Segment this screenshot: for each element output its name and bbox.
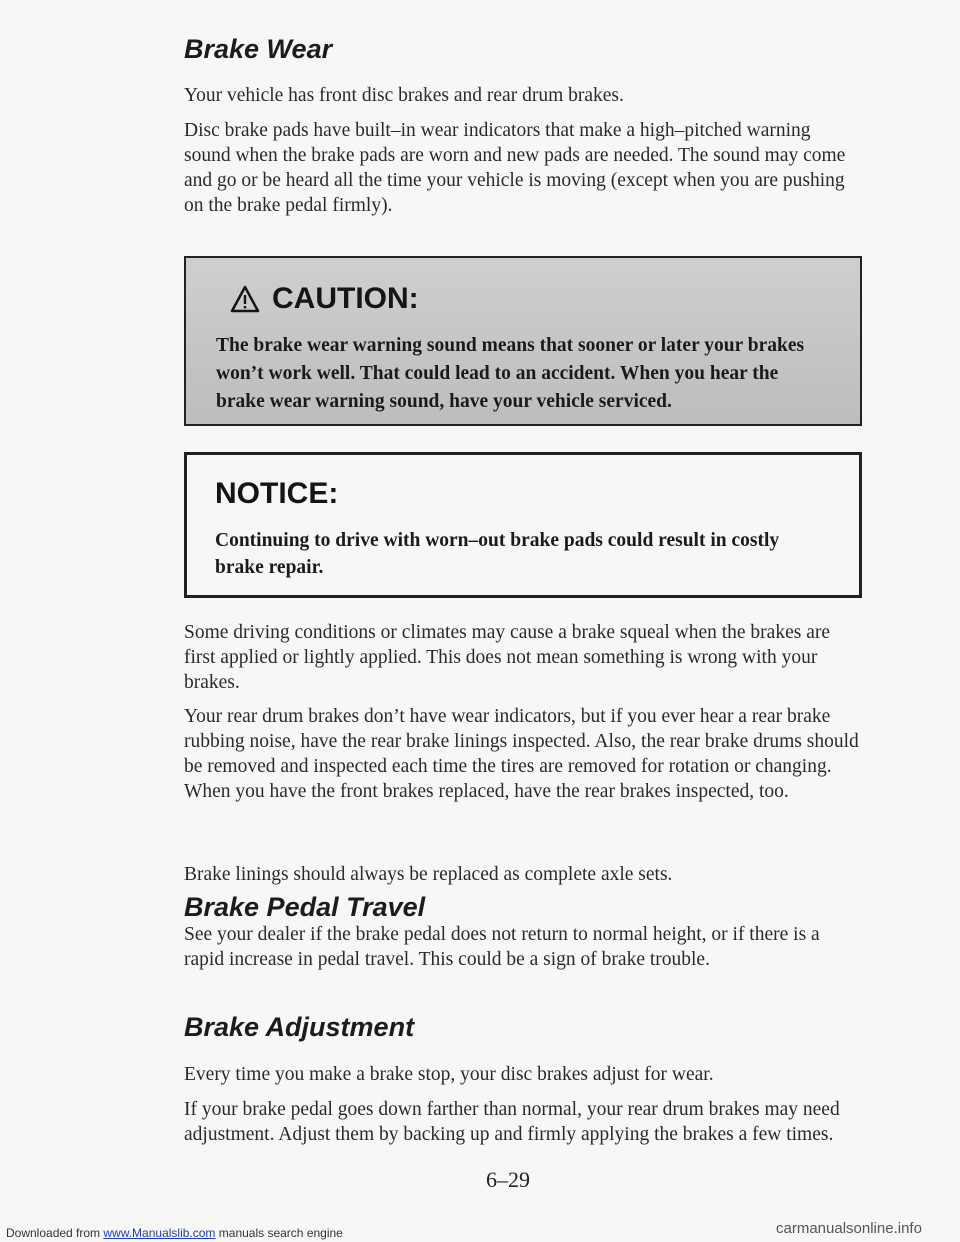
paragraph: If your brake pedal goes down farther than normal, your rear drum brakes may need adjustment. Adjust them by backing up and firmly applying the brakes a few times. bbox=[184, 1099, 840, 1145]
paragraph: Some driving conditions or climates may cause a brake squeal when the brakes are first applied or lightly applied. This does not mean something is wrong with your brakes. bbox=[184, 622, 830, 693]
caution-text: The brake wear warning sound means that sooner or later your brakes won’t work well. That could lead to an accident. When you hear the brake wear warning sound, have your vehicle serviced. bbox=[216, 335, 805, 412]
watermark: carmanualsonline.info bbox=[776, 1220, 922, 1237]
page-number: 6–29 bbox=[486, 1167, 530, 1192]
paragraph: Your rear drum brakes don’t have wear indicators, but if you ever hear a rear brake rubbing noise, have the rear brake linings inspected. Also, the rear brake drums should be removed and inspected each time the tires are removed for rotation or changing. When you have the front brakes replaced, have the rear brakes inspected, too. bbox=[184, 706, 859, 802]
manualslib-link[interactable]: www.Manualslib.com bbox=[103, 1226, 216, 1240]
notice-text: Continuing to drive with worn–out brake pads could result in costly brake repair. bbox=[215, 530, 780, 578]
paragraph: See your dealer if the brake pedal does not return to normal height, or if there is a rapid increase in pedal travel. This could be a sign of brake trouble. bbox=[184, 924, 820, 970]
caution-label: CAUTION: bbox=[272, 282, 419, 315]
section-title-brake-adjustment: Brake Adjustment bbox=[184, 1012, 415, 1042]
notice-heading: NOTICE: bbox=[215, 477, 339, 510]
download-footer bbox=[6, 1226, 343, 1240]
paragraph: Your vehicle has front disc brakes and rear drum brakes. bbox=[184, 85, 624, 106]
footer-suffix: manuals search engine bbox=[215, 1226, 343, 1240]
footer-prefix: Downloaded from bbox=[6, 1226, 104, 1240]
section-title-brake-wear: Brake Wear bbox=[184, 34, 333, 64]
paragraph: Every time you make a brake stop, your disc brakes adjust for wear. bbox=[184, 1064, 714, 1085]
section-title-brake-pedal-travel: Brake Pedal Travel bbox=[184, 892, 426, 922]
caution-heading bbox=[230, 282, 419, 316]
caution-box bbox=[184, 256, 862, 426]
warning-triangle-icon bbox=[230, 285, 260, 313]
paragraph: Disc brake pads have built–in wear indicators that make a high–pitched warning sound when the brake pads are worn and new pads are needed. The sound may come and go or be heard all the time your vehicle is moving (except when you are pushing on the brake pedal firmly). bbox=[184, 120, 846, 216]
paragraph: Brake linings should always be replaced as complete axle sets. bbox=[184, 864, 673, 885]
notice-box bbox=[184, 452, 862, 598]
